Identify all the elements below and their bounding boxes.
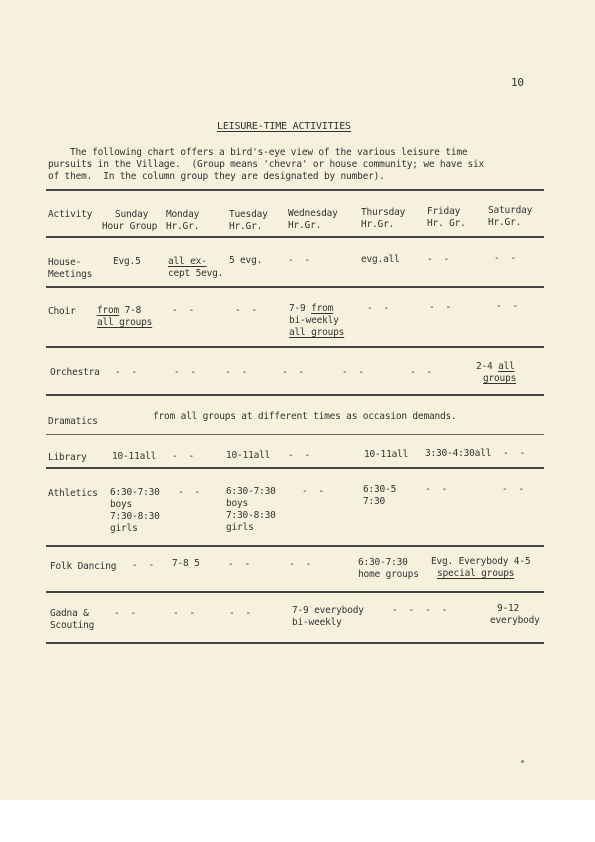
cell-sunday: 7:30-8:30 (110, 511, 160, 522)
header-monday-sub: Hr.Gr. (166, 221, 200, 232)
cell-wednesday: - - (289, 559, 312, 570)
cell-saturday: - - (496, 301, 519, 312)
cell-sunday: 6:30-7:30 (110, 487, 160, 498)
cell-sunday: - - (114, 608, 137, 619)
cell-tuesday: - - (225, 367, 248, 378)
cell-sunday: - - (115, 367, 138, 378)
cell-tuesday: girls (226, 522, 254, 533)
page-title: LEISURE-TIME ACTIVITIES (217, 121, 351, 132)
cell-friday: - - (410, 367, 433, 378)
cell-wednesday: - - (282, 367, 305, 378)
cell-thursday: - - (367, 303, 390, 314)
cell-thursday: 6:30-5 (363, 484, 397, 495)
header-rule (46, 236, 544, 238)
row-rule (46, 467, 544, 469)
paper-mark (521, 760, 524, 763)
cell-saturday: groups (483, 373, 517, 384)
header-wednesday: Wednesday (288, 208, 338, 219)
cell-tuesday: 7:30-8:30 (226, 510, 276, 521)
cell-sunday-underlined: from (97, 305, 120, 316)
activity-name: Athletics (48, 488, 98, 499)
cell-friday: - - (429, 302, 452, 313)
cell-tuesday: - - (235, 305, 258, 316)
row-rule (46, 434, 544, 435)
cell-sunday: 10-11all (112, 451, 157, 462)
cell-saturday: - - (502, 484, 525, 495)
row-rule (46, 591, 544, 593)
activity-name: Meetings (48, 269, 93, 280)
cell-note: from all groups at different times as occasion demands. (153, 411, 457, 422)
cell-tuesday: boys (226, 498, 249, 509)
header-wednesday-sub: Hr.Gr. (288, 220, 322, 231)
cell-saturday: 9-12 (497, 603, 520, 614)
cell-thursday: home groups (358, 569, 419, 580)
cell-thursday: 10-11all (364, 449, 409, 460)
cell-sunday (97, 305, 141, 317)
cell-wednesday: - - (288, 450, 311, 461)
cell-tuesday: 5 evg. (229, 255, 263, 266)
activity-name: Folk Dancing (50, 561, 117, 572)
row-rule (46, 545, 544, 547)
cell-saturday: - - (494, 253, 517, 264)
cell-wednesday: bi-weekly (292, 617, 342, 628)
cell-wednesday (289, 303, 333, 315)
cell-saturday: - - (503, 448, 526, 459)
cell-wednesday: - - (302, 486, 325, 497)
cell-tuesday: 6:30-7:30 (226, 486, 276, 497)
cell-monday: - - (173, 608, 196, 619)
cell-sunday: Evg.5 (113, 256, 141, 267)
header-activity: Activity (48, 209, 93, 220)
header-sunday-sub: Hour Group (102, 221, 158, 232)
cell-wednesday: all groups (289, 327, 345, 338)
cell-wednesday-time: 7-9 (289, 303, 312, 314)
cell-friday-saturday: special groups (437, 568, 515, 579)
table-bottom-rule (46, 642, 544, 644)
cell-friday-saturday: Evg. Everybody 4-5 (431, 556, 531, 567)
intro-line: pursuits in the Village. (Group means 'chevra' or house community; we have six (48, 159, 485, 170)
cell-monday: all ex- (168, 256, 207, 267)
cell-wednesday-underlined: from (311, 303, 334, 314)
activity-name: Choir (48, 306, 76, 317)
header-tuesday: Tuesday (229, 209, 268, 220)
intro-line: of them. In the column group they are designated by number). (48, 171, 385, 182)
activity-name: Dramatics (48, 416, 98, 427)
activity-name: Scouting (50, 620, 95, 631)
cell-sunday: - - (132, 560, 155, 571)
cell-thursday: 7:30 (363, 496, 386, 507)
cell-wednesday: bi-weekly (289, 315, 339, 326)
cell-thursday: - - (342, 367, 365, 378)
header-saturday: Saturday (488, 205, 533, 216)
cell-sunday: all groups (97, 317, 153, 328)
activity-name: Gadna & (50, 608, 89, 619)
cell-monday: 7-8 5 (172, 558, 200, 569)
page-number: 10 (511, 76, 524, 89)
cell-monday: - - (174, 367, 197, 378)
cell-wednesday: 7-9 everybody (292, 605, 364, 616)
row-rule (46, 394, 544, 396)
intro-line: The following chart offers a bird's-eye view of the various leisure time (70, 147, 468, 158)
cell-sunday: boys (110, 499, 133, 510)
table-top-rule (46, 189, 544, 191)
header-sunday: Sunday (115, 209, 149, 220)
header-friday: Friday (427, 206, 461, 217)
cell-friday: 3:30-4:30all (425, 448, 492, 459)
cell-thursday: evg.all (361, 254, 400, 265)
activity-name: House- (48, 257, 82, 268)
header-saturday-sub: Hr.Gr. (488, 217, 522, 228)
cell-saturday-underlined: all (498, 361, 515, 372)
cell-sunday-time: 7-8 (119, 305, 142, 316)
cell-friday: - - (427, 254, 450, 265)
cell-thursday-friday: - - - - (392, 605, 448, 616)
header-thursday-sub: Hr.Gr. (361, 219, 395, 230)
cell-saturday-time: 2-4 (476, 361, 499, 372)
header-thursday: Thursday (361, 207, 406, 218)
row-rule (46, 286, 544, 288)
header-friday-sub: Hr. Gr. (427, 218, 466, 229)
cell-saturday: everybody (490, 615, 540, 626)
cell-wednesday: - - (288, 255, 311, 266)
cell-thursday: 6:30-7:30 (358, 557, 408, 568)
cell-tuesday: 10-11all (226, 450, 271, 461)
cell-friday: - - (425, 484, 448, 495)
cell-monday: - - (178, 487, 201, 498)
cell-monday: cept 5evg. (168, 268, 224, 279)
cell-monday: - - (172, 305, 195, 316)
cell-sunday: girls (110, 523, 138, 534)
row-rule (46, 346, 544, 348)
activity-name: Orchestra (50, 367, 100, 378)
activity-name: Library (48, 452, 87, 463)
cell-tuesday: - - (229, 608, 252, 619)
cell-monday: - - (172, 451, 195, 462)
header-tuesday-sub: Hr.Gr. (229, 221, 263, 232)
cell-saturday (476, 361, 515, 373)
cell-tuesday: - - (228, 559, 251, 570)
header-monday: Monday (166, 209, 200, 220)
